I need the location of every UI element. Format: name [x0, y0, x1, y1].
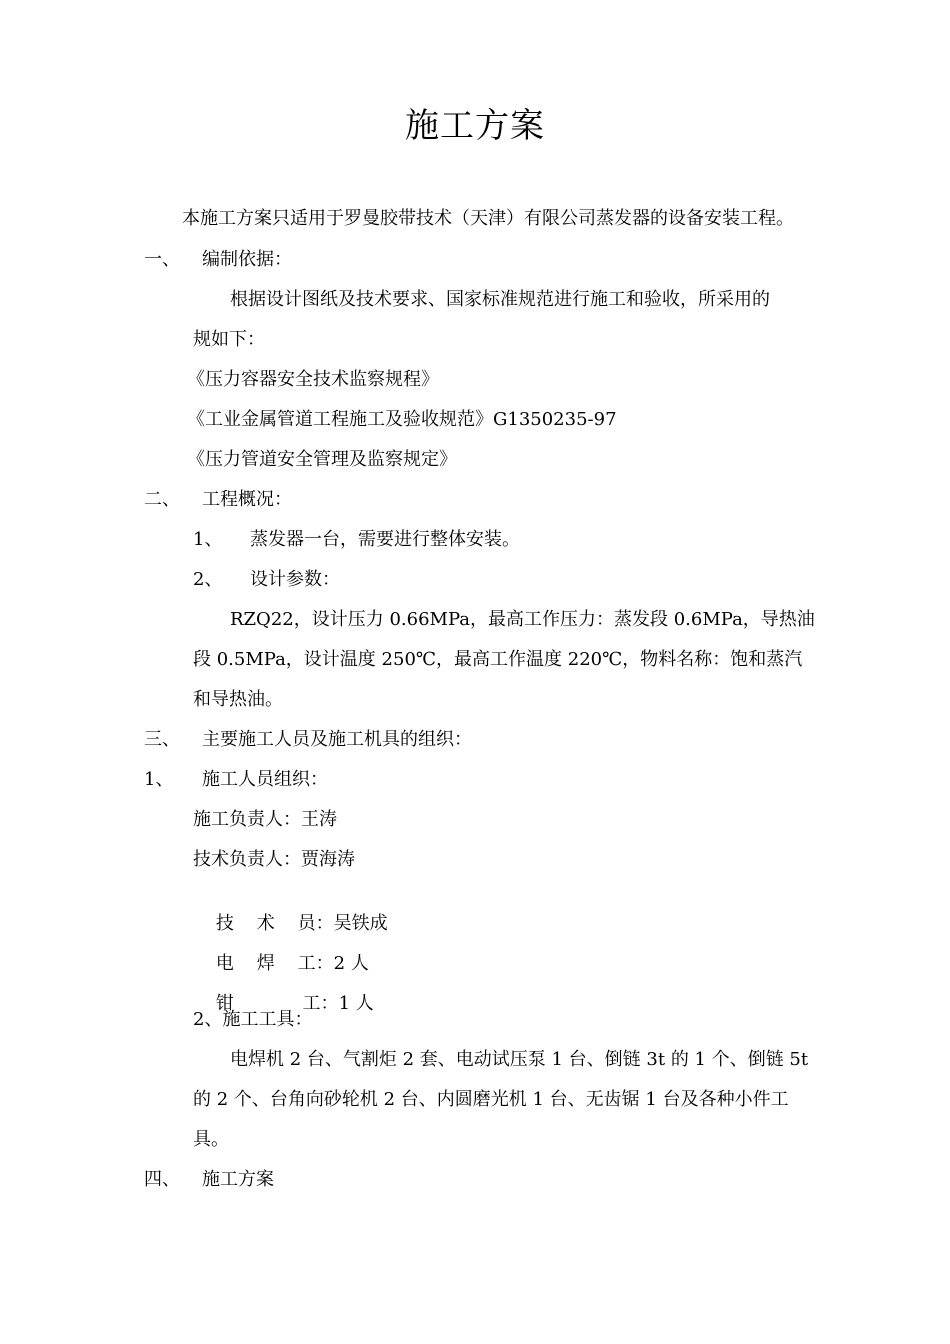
- intro-paragraph: 本施工方案只适用于罗曼胶带技术（天津）有限公司蒸发器的设备安装工程。: [182, 208, 794, 229]
- parameters-line-3: 和导热油。: [193, 689, 283, 710]
- section-2-number: 二、: [144, 489, 180, 510]
- staff-role: 施工负责人：: [193, 809, 301, 830]
- reference-item: 《压力容器安全技术监察规程》: [187, 369, 439, 390]
- staff-role: 电 焊 工：: [215, 953, 334, 974]
- document-title: 施工方案: [405, 106, 545, 146]
- subsection-1-heading: 施工人员组织：: [202, 769, 328, 790]
- section-1-paragraph-line-2: 规如下：: [193, 329, 265, 350]
- item-2-number: 2、: [193, 569, 223, 590]
- section-1-heading: 编制依据：: [202, 249, 292, 270]
- parameters-line-2: 段 0.5MPa，设计温度 250℃，最高工作温度 220℃，物料名称：饱和蒸汽: [193, 649, 803, 670]
- item-1-text: 蒸发器一台，需要进行整体安装。: [250, 529, 520, 550]
- staff-role: 技术负责人：: [193, 849, 301, 870]
- reference-item: 《工业金属管道工程施工及验收规范》G1350235-97: [187, 409, 617, 430]
- section-3-number: 三、: [144, 729, 180, 750]
- staff-name: 1 人: [338, 993, 374, 1014]
- staff-role: 技 术 员：: [215, 913, 334, 934]
- staff-name: 2 人: [333, 953, 369, 974]
- subsection-2-heading: 2、施工工具：: [193, 1009, 313, 1030]
- section-2-heading: 工程概况：: [202, 489, 292, 510]
- staff-row: [193, 848, 355, 872]
- staff-name: 贾海涛: [301, 849, 355, 870]
- item-2-text: 设计参数：: [250, 569, 340, 590]
- section-4-number: 四、: [144, 1169, 180, 1190]
- staff-name: 王涛: [301, 809, 337, 830]
- section-1-paragraph-line-1: 根据设计图纸及技术要求、国家标准规范进行施工和验收，所采用的: [230, 289, 770, 310]
- staff-name: 吴铁成: [333, 913, 388, 934]
- item-1-number: 1、: [193, 529, 223, 550]
- parameters-line-1: RZQ22，设计压力 0.66MPa，最高工作压力：蒸发段 0.6MPa，导热油: [230, 609, 815, 630]
- subsection-1-number: 1、: [144, 769, 174, 790]
- section-3-heading: 主要施工人员及施工机具的组织：: [202, 729, 472, 750]
- section-4-heading: 施工方案: [202, 1169, 274, 1190]
- staff-role: 钳 工：: [215, 993, 339, 1014]
- section-1-number: 一、: [144, 249, 180, 270]
- tools-line-3: 具。: [193, 1129, 229, 1150]
- reference-item: 《压力管道安全管理及监察规定》: [187, 449, 457, 470]
- staff-row: [193, 808, 337, 832]
- tools-line-1: 电焊机 2 台、气割炬 2 套、电动试压泵 1 台、倒链 3t 的 1 个、倒链 5t: [230, 1049, 809, 1070]
- tools-line-2: 的 2 个、台角向砂轮机 2 台、内圆磨光机 1 台、无齿锯 1 台及各种小件工: [193, 1089, 789, 1110]
